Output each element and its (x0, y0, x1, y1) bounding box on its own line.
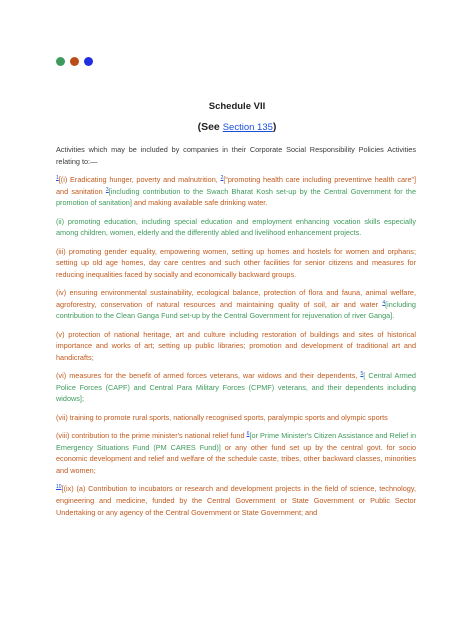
footnote-ref-1[interactable]: 1 (56, 174, 59, 181)
footnote-ref-4[interactable]: 4 (382, 299, 386, 306)
item-viii-text-b: [or Prime Minister's Citizen Assistance and Relief in Emergency Situations Fund (PM CARES Fund)] (56, 431, 416, 452)
schedule-heading: Schedule VII (208, 101, 266, 112)
footnote-ref-10[interactable]: 10 (56, 484, 62, 491)
footnote-ref-6[interactable]: 6 (246, 431, 250, 438)
subheading-close: ) (272, 121, 277, 133)
item-viii (56, 430, 416, 476)
item-vi (56, 370, 416, 405)
schedule-body (56, 144, 416, 525)
item-i (56, 174, 416, 209)
item-ix (56, 483, 416, 518)
item-i-text-c: [including contribution to the Swach Bharat Kosh set-up by the Central Government for the promotion of sanitation] (56, 186, 416, 208)
item-iv (56, 287, 416, 322)
item-iv-text-a: (iv) ensuring environmental sustainability, ecological balance, protection of flora and fauna, animal welfare, agroforestry, conservation of natural resources and maintaining quality of soil, air and water (56, 288, 416, 309)
item-i-text-d: and making available safe drinking water. (131, 198, 268, 208)
item-viii-text-c: or any other fund set up by the central govt. for socio economic development and relief and welfare of the schedule caste, tribes, other backward classes, minorities and women; (56, 442, 417, 476)
section-reference (0, 121, 474, 133)
orange-dot-icon[interactable] (70, 57, 79, 66)
subheading-open: (See (197, 121, 223, 133)
intro-paragraph: Activities which may be included by companies in their Corporate Social Responsibility Policies Activities relating to:— (56, 145, 416, 166)
item-v: (v) protection of national heritage, art and culture including restoration of buildings and sites of historical importance and works of art; setting up public libraries; promotion and development of traditional art and handicrafts; (56, 329, 416, 362)
item-ix-text-a: [(ix) (a) Contribution to incubators or research and development projects in the field of science, technology, engineering and medicine, funded by the Central Government or State Government or Public Sector Undertaking or any agency of the Central Government or State Government; and (56, 484, 416, 517)
item-vi-text-a: (vi) measures for the benefit of armed forces veterans, war widows and their dependents, (56, 371, 361, 381)
item-vii: (vii) training to promote rural sports, nationally recognised sports, paralympic sports and olympic sports (56, 412, 388, 422)
item-ii: (ii) promoting education, including special education and employment enhancing vocation skills especially among children, women, elderly and the differently abled and livelihood enhancement projects. (56, 216, 416, 238)
footnote-ref-3[interactable]: 3 (105, 186, 109, 193)
blue-dot-icon[interactable] (84, 57, 93, 66)
item-i-text-a: [(i) Eradicating hunger, poverty and malnutrition, (58, 174, 221, 184)
item-vi-text-b: [ Central Armed Police Forces (CAPF) and Central Para Military Forces (CPMF) veterans, and their dependents including widows]; (56, 371, 416, 404)
item-i-text-b: [“promoting health care including preventinve health care”] and sanitation (56, 174, 416, 196)
green-dot-icon[interactable] (56, 57, 65, 66)
footnote-ref-2[interactable]: 2 (220, 174, 224, 181)
window-dots (56, 57, 93, 66)
item-viii-text-a: (viii) contribution to the prime minister's national relief fund (56, 431, 247, 441)
footnote-ref-5[interactable]: 5 (360, 371, 364, 378)
item-iv-text-b: [including contribution to the Clean Ganga Fund set-up by the Central Government for rejuvenation of river Ganga]. (56, 299, 416, 321)
section-135-link[interactable]: Section 135 (222, 122, 273, 133)
item-iii: (iii) promoting gender equality, empowering women, setting up homes and hostels for women and orphans; setting up old age homes, day care centres and such other facilities for senior citizens and measures for reducing inequalities faced by socially and economically backward groups. (56, 246, 416, 279)
